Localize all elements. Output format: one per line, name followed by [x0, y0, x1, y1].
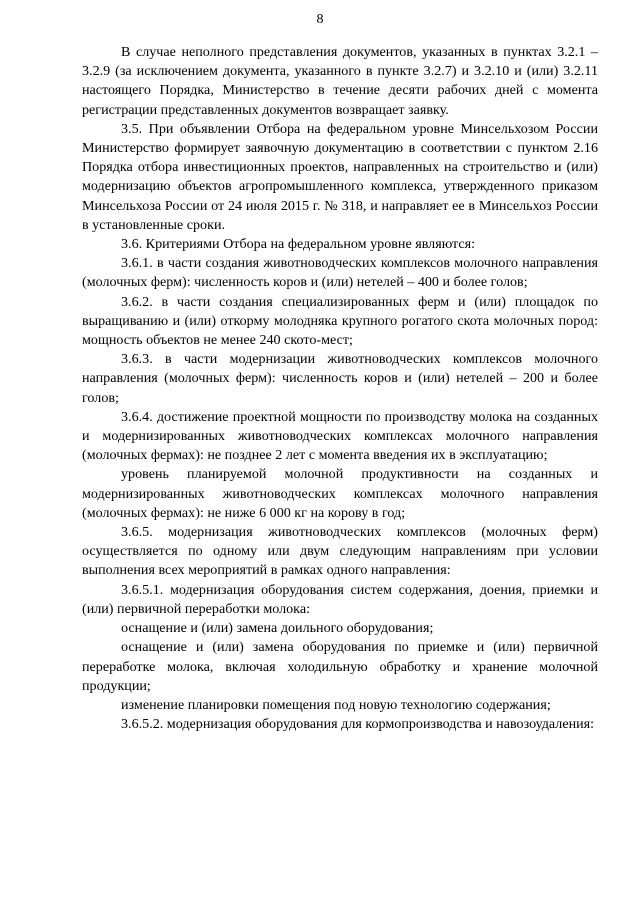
paragraph-3-6-5-1: 3.6.5.1. модернизация оборудования систем содержания, доения, приемки и (или) первичной переработки молока: [82, 581, 598, 617]
paragraph-milk-productivity: уровень планируемой молочной продуктивности на созданных и модернизированных животноводческих комплексах молочного направления (молочных фермах): не ниже 6 000 кг на корову в год; [82, 466, 598, 521]
paragraph-3-6-1: 3.6.1. в части создания животноводческих комплексов молочного направления (молочных ферм): численность коров и (или) нетелей – 400 и более голов; [82, 255, 598, 291]
paragraph-3-6: 3.6. Критериями Отбора на федеральном уровне являются: [121, 236, 476, 253]
paragraph-incomplete-documents: В случае неполного представления документов, указанных в пунктах 3.2.1 – 3.2.9 (за исключением документа, указанного в пункте 3.2.7) и 3.2.10 и (или) 3.2.11 настоящего Порядка, Министерство в течение десяти рабочих дней с момента регистрации представленных документов возвращает заявку. [82, 44, 598, 118]
paragraph-layout-change: изменение планировки помещения под новую технологию содержания; [121, 696, 551, 713]
paragraph-3-6-5-2: 3.6.5.2. модернизация оборудования для кормопроизводства и навозоудаления: [121, 716, 595, 733]
document-body [82, 43, 598, 734]
page-number: 8 [316, 12, 324, 27]
paragraph-3-5: 3.5. При объявлении Отбора на федеральном уровне Минсельхозом России Министерство формирует заявочную документацию в соответствии с пунктом 2.16 Порядка отбора инвестиционных проектов, направленных на строительство и (или) модернизацию объектов агропромышленного комплекса, утвержденного приказом Минсельхоза России от 24 июля 2015 г. № 318, и направляет ее в Минсельхоз России в установленные сроки. [82, 120, 598, 233]
paragraph-3-6-4: 3.6.4. достижение проектной мощности по производству молока на созданных и модернизированных животноводческих комплексах молочного направления (молочных фермах): не позднее 2 лет с момента введения их в эксплуатацию; [82, 408, 598, 464]
paragraph-milk-processing-equipment: оснащение и (или) замена оборудования по приемке и (или) первичной переработке молока, включая холодильную обработку и хранение молочной продукции; [82, 639, 598, 694]
paragraph-milking-equipment: оснащение и (или) замена доильного оборудования; [121, 620, 434, 637]
paragraph-3-6-2: 3.6.2. в части создания специализированных ферм и (или) площадок по выращиванию и (или) откорму молодняка крупного рогатого скота молочных пород: мощность объектов не менее 240 ското-мест; [82, 293, 598, 349]
paragraph-3-6-5: 3.6.5. модернизация животноводческих комплексов (молочных ферм) осуществляется по одному или двум следующим направлениям при условии выполнения всех мероприятий в рамках одного направления: [82, 524, 598, 579]
paragraph-3-6-3: 3.6.3. в части модернизации животноводческих комплексов молочного направления (молочных ферм): численность коров и (или) нетелей – 200 и более голов; [82, 351, 598, 406]
